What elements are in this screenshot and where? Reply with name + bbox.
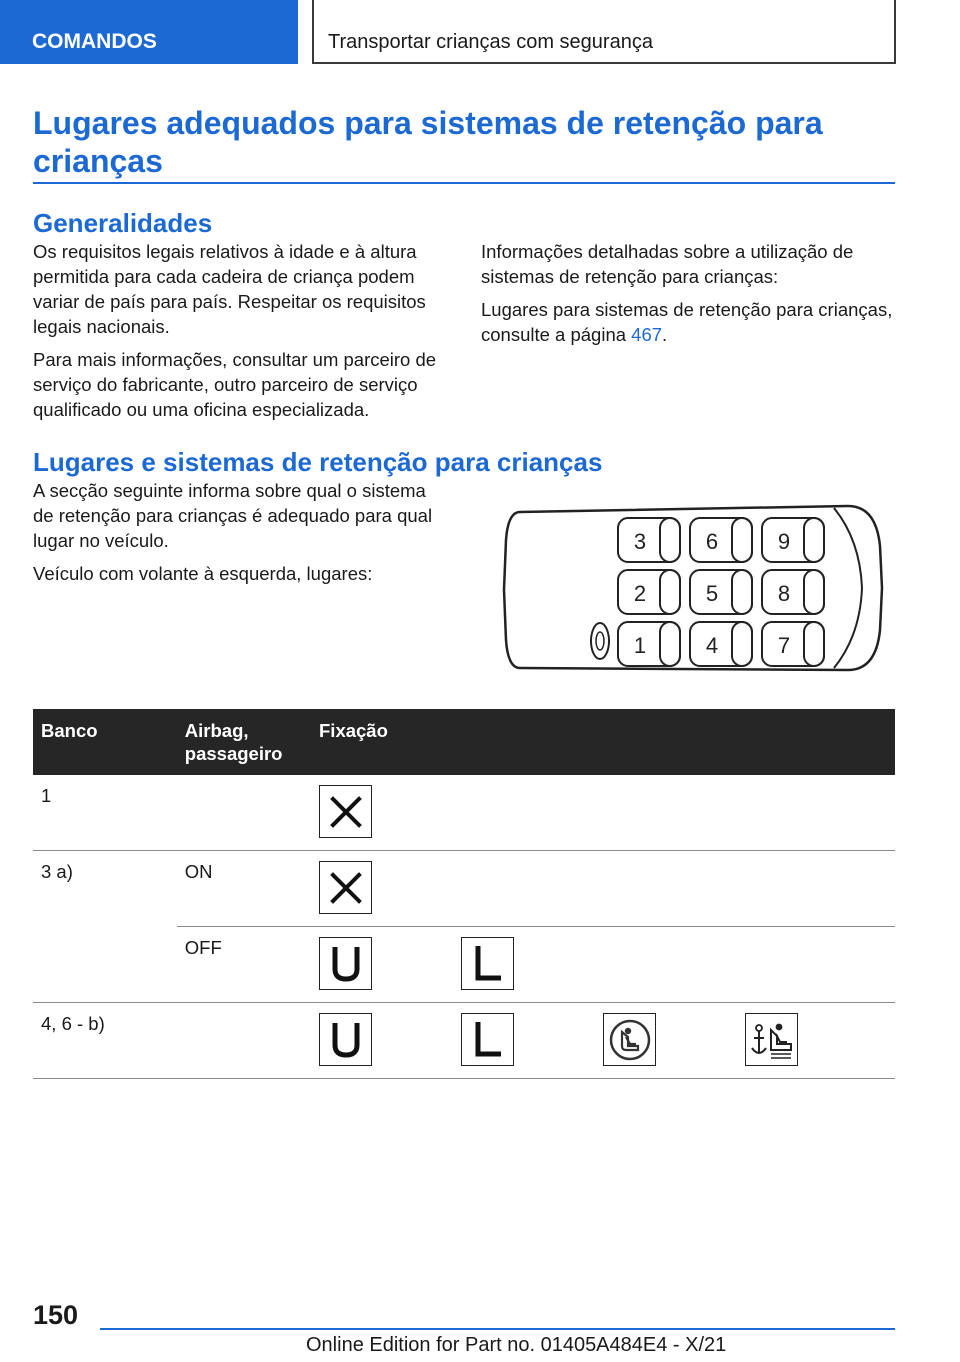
- paragraph: [481, 297, 895, 347]
- title-divider: [33, 182, 895, 184]
- seat-box: [618, 622, 680, 666]
- x-icon: [319, 861, 372, 914]
- table-row: [33, 775, 895, 851]
- fixation-cell: [311, 775, 895, 851]
- vehicle-front-line: [834, 508, 862, 668]
- vehicle-seat-diagram: [498, 500, 884, 676]
- l-icon: [461, 937, 514, 990]
- col-header-fixacao: Fixação: [311, 709, 895, 775]
- seat-suitability-table: [33, 709, 895, 1079]
- seat-backrest: [660, 518, 680, 562]
- paragraph: Para mais informações, consultar um parceiro de serviço do fabricante, outro parceiro de serviço qualificado ou uma oficina especializada.: [33, 349, 437, 420]
- seat-box: [690, 518, 752, 562]
- footer-divider: [100, 1328, 895, 1330]
- paragraph: A secção seguinte informa sobre qual o sistema de retenção para crianças é adequado para qual lugar no veículo.: [33, 480, 433, 551]
- col-header-airbag: Airbag, passageiro: [177, 709, 311, 775]
- child-seat-icon: [603, 1013, 656, 1066]
- seat-box: [690, 622, 752, 666]
- seat-number-label: 9: [777, 529, 791, 554]
- page-title: Lugares adequados para sistemas de retenção para crianças: [33, 105, 823, 179]
- fixation-cell: [311, 927, 895, 1003]
- seat-backrest: [660, 570, 680, 614]
- u-icon: [319, 937, 372, 990]
- seat-box: [762, 518, 824, 562]
- seat-number-label: 7: [777, 633, 791, 658]
- steering-wheel-icon: [591, 623, 609, 659]
- seat-number-label: 8: [777, 581, 791, 606]
- page-link[interactable]: 467: [631, 324, 663, 345]
- seat-backrest: [804, 622, 824, 666]
- seat-backrest: [732, 518, 752, 562]
- header-topic: Transportar crianças com segurança: [312, 0, 896, 64]
- footer-edition: Online Edition for Part no. 01405A484E4 - X/21: [306, 1334, 727, 1356]
- seat-number-label: 1: [633, 633, 647, 658]
- generalidades-right-column: [481, 239, 895, 355]
- airbag-cell: [177, 1003, 311, 1079]
- paragraph: Os requisitos legais relativos à idade e à altura permitida para cada cadeira de criança podem variar de país para país. Respeitar os requisitos legais nacionais.: [33, 241, 426, 337]
- seat-backrest: [732, 570, 752, 614]
- seat-box: [618, 518, 680, 562]
- seat-cell: 3 a): [33, 851, 177, 1003]
- lugares-text: [33, 478, 443, 594]
- paragraph: Informações detalhadas sobre a utilização de sistemas de retenção para crianças:: [481, 241, 854, 287]
- airbag-cell: [177, 775, 311, 851]
- table-row: [33, 1003, 895, 1079]
- seat-cell: 1: [33, 775, 177, 851]
- seat-box: [690, 570, 752, 614]
- seat-number-label: 3: [633, 529, 647, 554]
- seat-backrest: [804, 570, 824, 614]
- header-section: COMANDOS: [0, 0, 298, 64]
- seat-backrest: [660, 622, 680, 666]
- vehicle-outline: [504, 506, 882, 670]
- seat-box: [618, 570, 680, 614]
- airbag-cell: ON: [177, 851, 311, 927]
- fixation-cell: [311, 1003, 895, 1079]
- airbag-cell: OFF: [177, 927, 311, 1003]
- x-icon: [319, 785, 372, 838]
- seat-number-label: 6: [705, 529, 719, 554]
- fixation-cell: [311, 851, 895, 927]
- table-header-row: [33, 709, 895, 775]
- seat-number-label: 4: [705, 633, 719, 658]
- seat-cell: 4, 6 - b): [33, 1003, 177, 1079]
- seat-number-label: 2: [633, 581, 647, 606]
- generalidades-left-column: [33, 239, 449, 430]
- l-icon: [461, 1013, 514, 1066]
- u-icon: [319, 1013, 372, 1066]
- steering-wheel-hub: [596, 632, 604, 650]
- paragraph: Veículo com volante à esquerda, lugares:: [33, 563, 373, 584]
- seat-number-label: 5: [705, 581, 719, 606]
- seat-box: [762, 622, 824, 666]
- table-row: [33, 851, 895, 927]
- page-number: 150: [33, 1300, 79, 1330]
- isofix-anchor-icon: [745, 1013, 798, 1066]
- seat-backrest: [804, 518, 824, 562]
- lugares-heading: Lugares e sistemas de retenção para crianças: [33, 447, 603, 477]
- link-prefix: Lugares para sistemas de retenção para crianças, consulte a página: [481, 299, 893, 345]
- seat-grid: [618, 518, 824, 666]
- generalidades-heading: Generalidades: [33, 208, 213, 238]
- seat-box: [762, 570, 824, 614]
- seat-backrest: [732, 622, 752, 666]
- col-header-banco: Banco: [33, 709, 177, 775]
- link-suffix: .: [662, 324, 668, 345]
